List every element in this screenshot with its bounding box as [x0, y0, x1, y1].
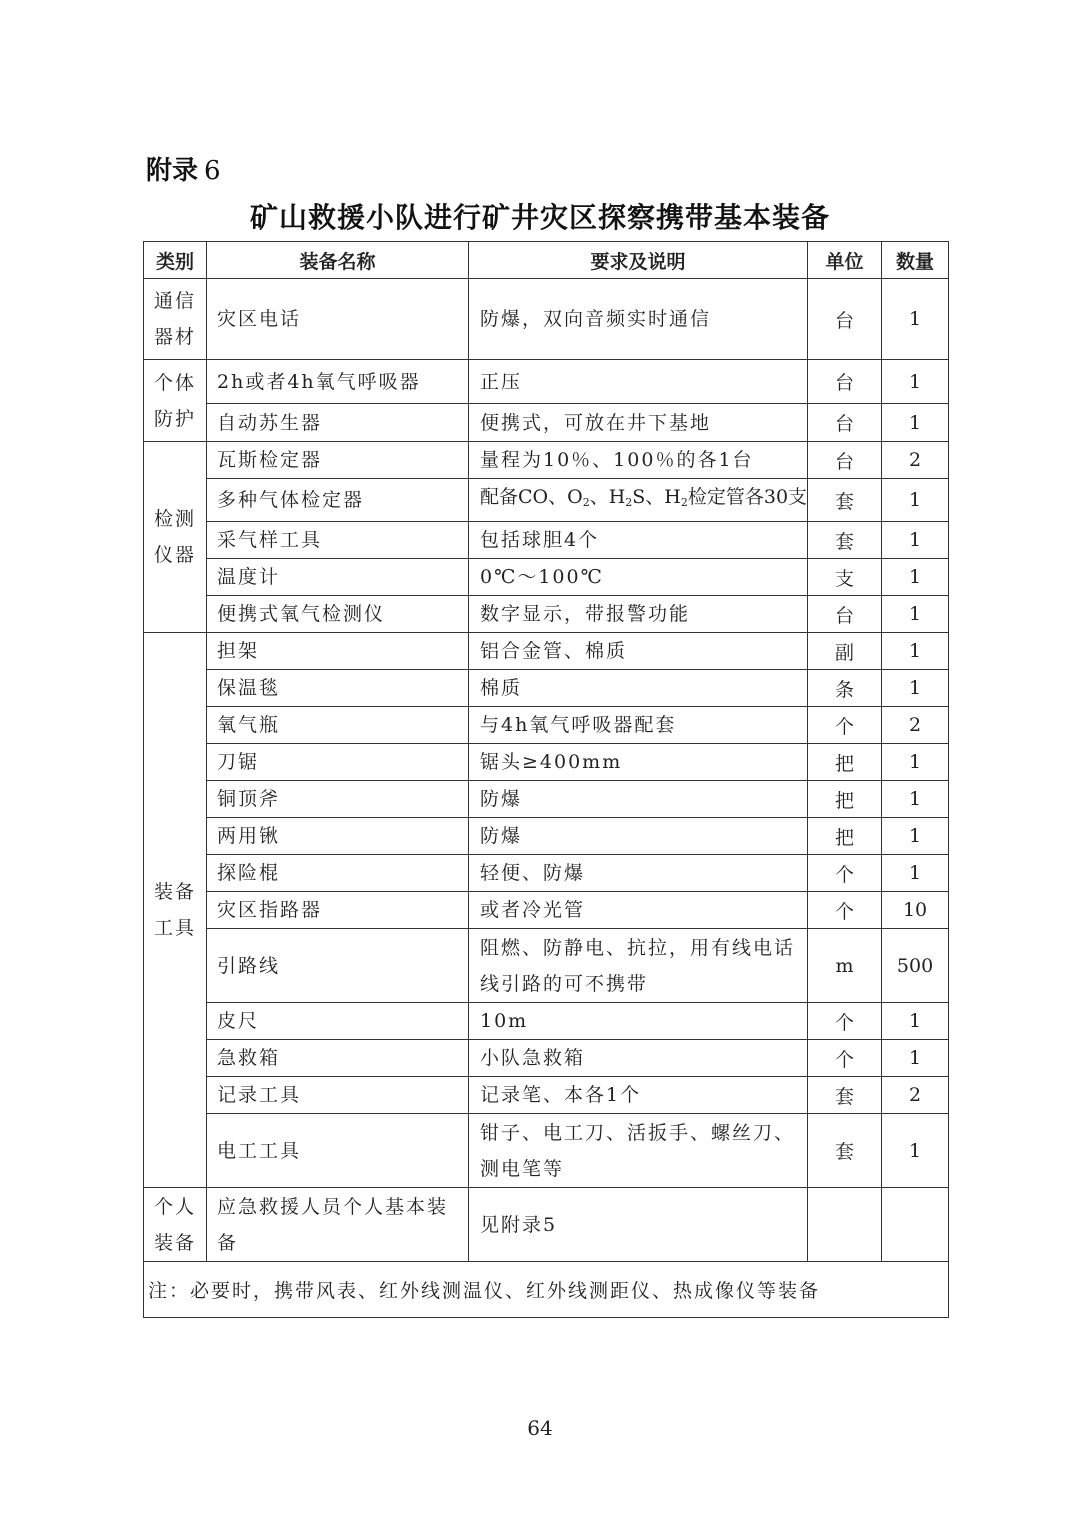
- item-requirement: 轻便、防爆: [469, 855, 808, 892]
- req-line-2: 线引路的可不携带: [480, 972, 649, 995]
- item-requirement: 10m: [469, 1003, 808, 1040]
- item-requirement: 防爆: [469, 781, 808, 818]
- item-requirement: 0℃～100℃: [469, 559, 808, 596]
- table-row: [144, 1114, 949, 1188]
- category-label: 检测仪器: [153, 508, 196, 566]
- item-requirement: [469, 479, 808, 522]
- table-row: [144, 744, 949, 781]
- table-row: [144, 559, 949, 596]
- name-line-1: 应急救援人员个人基本装: [217, 1195, 449, 1218]
- item-name: 铜顶斧: [207, 781, 469, 818]
- item-quantity: 2: [882, 1077, 949, 1114]
- item-quantity: 1: [882, 479, 949, 522]
- subscript: 2: [625, 496, 633, 509]
- item-name: 探险棍: [207, 855, 469, 892]
- item-unit: 套: [808, 1114, 882, 1188]
- item-requirement: 包括球胆4个: [469, 522, 808, 559]
- item-unit: 支: [808, 559, 882, 596]
- category-label: 通信器材: [153, 290, 196, 348]
- item-quantity: 1: [882, 279, 949, 360]
- item-unit: 个: [808, 855, 882, 892]
- item-name: 多种气体检定器: [207, 479, 469, 522]
- req-part: S、H: [632, 486, 681, 508]
- item-requirement: 或者冷光管: [469, 892, 808, 929]
- item-requirement: 防爆: [469, 818, 808, 855]
- table-row: [144, 633, 949, 670]
- table-row: [144, 596, 949, 633]
- table-row: [144, 855, 949, 892]
- item-name: 皮尺: [207, 1003, 469, 1040]
- table-row: [144, 1077, 949, 1114]
- item-quantity: 1: [882, 1040, 949, 1077]
- header-category: 类别: [144, 242, 207, 279]
- item-unit: 个: [808, 892, 882, 929]
- item-unit: 把: [808, 781, 882, 818]
- item-name: 2h或者4h氧气呼吸器: [207, 360, 469, 404]
- item-unit: 副: [808, 633, 882, 670]
- table-row: [144, 1040, 949, 1077]
- item-name: 灾区电话: [207, 279, 469, 360]
- item-name: [207, 1188, 469, 1262]
- item-quantity: 1: [882, 670, 949, 707]
- item-name: 刀锯: [207, 744, 469, 781]
- item-quantity: 1: [882, 522, 949, 559]
- item-requirement: [469, 929, 808, 1003]
- item-name: 氧气瓶: [207, 707, 469, 744]
- table-row: [144, 818, 949, 855]
- table-row: [144, 442, 949, 479]
- item-requirement: 正压: [469, 360, 808, 404]
- item-unit: 个: [808, 1040, 882, 1077]
- item-quantity: 2: [882, 707, 949, 744]
- item-requirement: 防爆，双向音频实时通信: [469, 279, 808, 360]
- category-tools: [144, 633, 207, 1188]
- item-requirement: 记录笔、本各1个: [469, 1077, 808, 1114]
- item-requirement: 棉质: [469, 670, 808, 707]
- req-line-1: 阻燃、防静电、抗拉，用有线电话: [480, 936, 796, 959]
- table-row: [144, 892, 949, 929]
- item-quantity: 1: [882, 596, 949, 633]
- item-requirement: 锯头≥400mm: [469, 744, 808, 781]
- item-unit: m: [808, 929, 882, 1003]
- item-name: 灾区指路器: [207, 892, 469, 929]
- table-row: [144, 781, 949, 818]
- req-line-1: 钳子、电工刀、活扳手、螺丝刀、: [480, 1121, 796, 1144]
- table-row: [144, 279, 949, 360]
- item-requirement: 铝合金管、棉质: [469, 633, 808, 670]
- item-unit: 台: [808, 442, 882, 479]
- category-label: 个人装备: [153, 1195, 196, 1254]
- category-personal: [144, 1188, 207, 1262]
- item-unit: 条: [808, 670, 882, 707]
- item-unit: 套: [808, 1077, 882, 1114]
- page-title: 矿山救援小队进行矿井灾区探察携带基本装备: [249, 201, 830, 234]
- table-row: [144, 404, 949, 442]
- subscript: 2: [680, 496, 688, 509]
- header-quantity: 数量: [882, 242, 949, 279]
- item-quantity: 1: [882, 855, 949, 892]
- item-requirement: 见附录5: [469, 1188, 808, 1262]
- table-row: [144, 360, 949, 404]
- item-unit: 个: [808, 1003, 882, 1040]
- item-unit: [808, 1188, 882, 1262]
- item-requirement: 与4h氧气呼吸器配套: [469, 707, 808, 744]
- item-unit: 套: [808, 479, 882, 522]
- item-name: 引路线: [207, 929, 469, 1003]
- table-note: 注：必要时，携带风表、红外线测温仪、红外线测距仪、热成像仪等装备: [144, 1262, 949, 1318]
- name-line-2: 备: [217, 1231, 239, 1254]
- item-name: 担架: [207, 633, 469, 670]
- subscript: 2: [582, 496, 590, 509]
- item-unit: 台: [808, 404, 882, 442]
- item-quantity: 10: [882, 892, 949, 929]
- item-quantity: 1: [882, 744, 949, 781]
- item-requirement: 数字显示，带报警功能: [469, 596, 808, 633]
- item-quantity: 1: [882, 1003, 949, 1040]
- item-quantity: 1: [882, 818, 949, 855]
- header-requirement: 要求及说明: [469, 242, 808, 279]
- item-quantity: 1: [882, 559, 949, 596]
- item-unit: 把: [808, 818, 882, 855]
- table-row: [144, 929, 949, 1003]
- category-protect: [144, 360, 207, 442]
- req-line-2: 测电笔等: [480, 1157, 565, 1180]
- item-quantity: 1: [882, 1114, 949, 1188]
- item-name: 两用锹: [207, 818, 469, 855]
- item-quantity: 1: [882, 404, 949, 442]
- category-detect: [144, 442, 207, 633]
- header-name: 装备名称: [207, 242, 469, 279]
- req-part: 、H: [589, 486, 626, 508]
- table-row: [144, 522, 949, 559]
- item-requirement: 量程为10％、100％的各1台: [469, 442, 808, 479]
- item-quantity: 500: [882, 929, 949, 1003]
- item-unit: 台: [808, 360, 882, 404]
- item-name: 自动苏生器: [207, 404, 469, 442]
- equipment-table: [143, 241, 949, 1318]
- item-requirement: 小队急救箱: [469, 1040, 808, 1077]
- req-part: 配备CO、O: [480, 486, 583, 508]
- page-number: 64: [527, 1416, 553, 1440]
- item-requirement: [469, 1114, 808, 1188]
- item-name: 保温毯: [207, 670, 469, 707]
- item-unit: 台: [808, 596, 882, 633]
- req-part: 检定管各30支: [687, 486, 808, 508]
- item-name: 温度计: [207, 559, 469, 596]
- item-unit: 把: [808, 744, 882, 781]
- table-row: [144, 1003, 949, 1040]
- category-label: 个体防护: [153, 371, 196, 430]
- item-quantity: [882, 1188, 949, 1262]
- item-quantity: 2: [882, 442, 949, 479]
- item-quantity: 1: [882, 633, 949, 670]
- table-row: [144, 1188, 949, 1262]
- item-name: 便携式氧气检测仪: [207, 596, 469, 633]
- category-label: 装备工具: [153, 881, 196, 939]
- item-quantity: 1: [882, 781, 949, 818]
- item-name: 采气样工具: [207, 522, 469, 559]
- table-row: [144, 707, 949, 744]
- item-name: 记录工具: [207, 1077, 469, 1114]
- appendix-number: 6: [204, 156, 221, 186]
- note-row: [144, 1262, 949, 1318]
- item-unit: 套: [808, 522, 882, 559]
- item-unit: 个: [808, 707, 882, 744]
- item-quantity: 1: [882, 360, 949, 404]
- table-row: [144, 670, 949, 707]
- table-header-row: [144, 242, 949, 279]
- category-comm: [144, 279, 207, 360]
- appendix-heading: [146, 150, 221, 187]
- item-name: 瓦斯检定器: [207, 442, 469, 479]
- table-row: [144, 479, 949, 522]
- appendix-label: 附录: [146, 156, 199, 186]
- item-requirement: 便携式，可放在井下基地: [469, 404, 808, 442]
- item-name: 电工工具: [207, 1114, 469, 1188]
- header-unit: 单位: [808, 242, 882, 279]
- item-name: 急救箱: [207, 1040, 469, 1077]
- item-unit: 台: [808, 279, 882, 360]
